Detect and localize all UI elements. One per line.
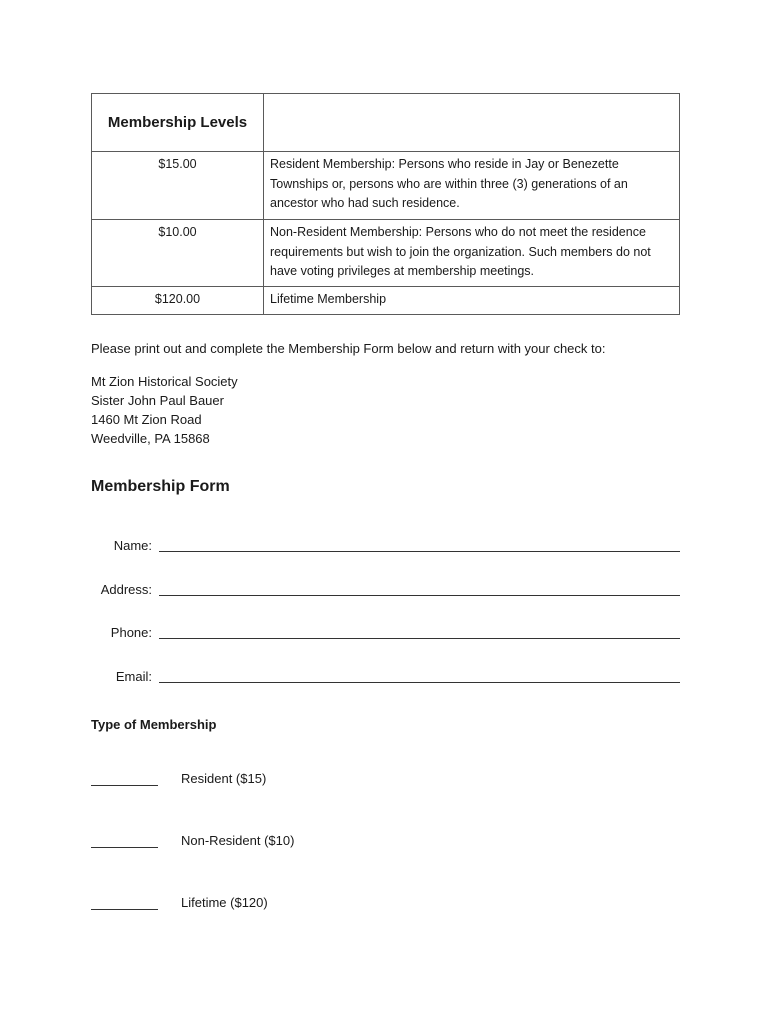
lifetime-option[interactable] [91, 893, 391, 917]
description-header [264, 94, 680, 152]
membership-levels-table [91, 93, 680, 315]
lifetime-amount: $120.00 [92, 286, 264, 314]
levels-header: Membership Levels [92, 94, 264, 152]
resident-amount: $15.00 [92, 152, 264, 220]
mailing-address [91, 372, 238, 448]
table-header-row [92, 94, 680, 152]
phone-field[interactable] [60, 623, 680, 647]
non-resident-option[interactable] [91, 831, 391, 855]
lifetime-check-line[interactable] [91, 909, 158, 910]
resident-check-line[interactable] [91, 785, 158, 786]
phone-input-line[interactable] [159, 638, 680, 639]
table-row [92, 152, 680, 220]
non-resident-description: Non-Resident Membership: Persons who do not meet the residence requirements but wish to join the organization. Such members do not have voting privileges at membership meetings. [264, 220, 680, 287]
email-field[interactable] [60, 667, 680, 691]
phone-label: Phone: [110, 625, 152, 640]
resident-description: Resident Membership: Persons who reside in Jay or Benezette Townships or, persons who are within three (3) generations of an ancestor who had such residence. [264, 152, 680, 220]
name-field[interactable] [60, 536, 680, 560]
lifetime-description: Lifetime Membership [264, 286, 680, 314]
lifetime-option-label: Lifetime ($120) [181, 895, 268, 910]
resident-option-label: Resident ($15) [181, 771, 267, 786]
name-input-line[interactable] [159, 551, 680, 552]
membership-form-title: Membership Form [91, 478, 230, 495]
resident-option[interactable] [91, 769, 391, 793]
address-field[interactable] [60, 580, 680, 604]
address-line-contact: Sister John Paul Bauer [91, 393, 224, 408]
instructions-text: Please print out and complete the Membership Form below and return with your check to: [91, 341, 606, 356]
email-label: Email: [115, 669, 152, 684]
address-label: Address: [100, 582, 152, 597]
address-line-street: 1460 Mt Zion Road [91, 412, 202, 427]
table-row [92, 220, 680, 287]
table-row [92, 286, 680, 314]
membership-type-title: Type of Membership [91, 717, 217, 732]
address-input-line[interactable] [159, 595, 680, 596]
address-line-organization: Mt Zion Historical Society [91, 374, 238, 389]
non-resident-amount: $10.00 [92, 220, 264, 287]
name-label: Name: [113, 538, 152, 553]
email-input-line[interactable] [159, 682, 680, 683]
non-resident-check-line[interactable] [91, 847, 158, 848]
address-line-city: Weedville, PA 15868 [91, 431, 210, 446]
non-resident-option-label: Non-Resident ($10) [181, 833, 295, 848]
